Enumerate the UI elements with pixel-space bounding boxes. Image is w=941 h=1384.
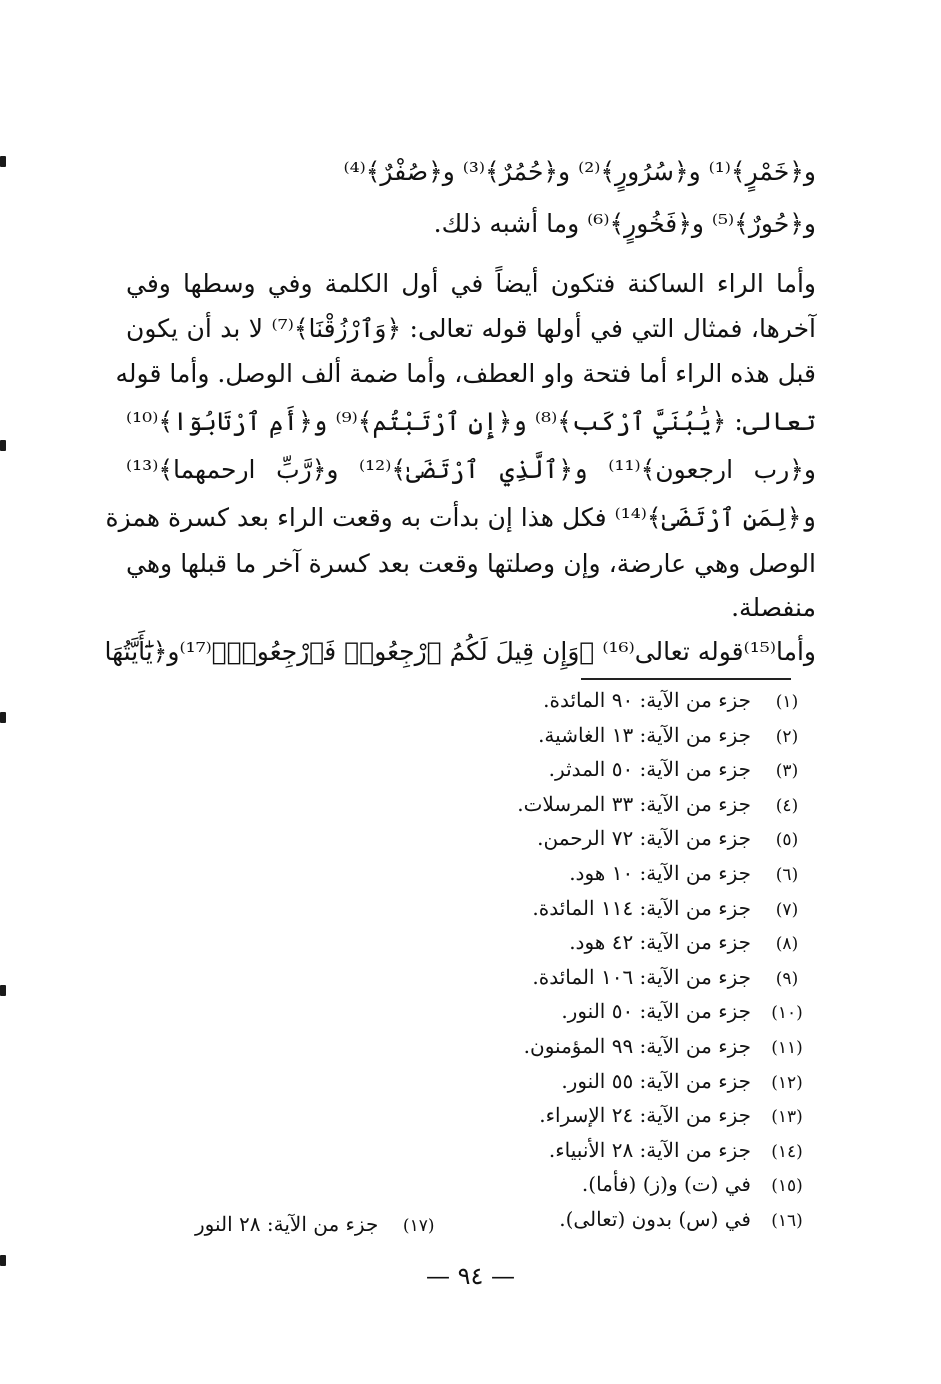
footnote-number: (٢) bbox=[775, 726, 799, 747]
footnote-number: (١٠) bbox=[771, 1003, 803, 1024]
footnote-number: (١٦) bbox=[771, 1210, 803, 1231]
footnote-item bbox=[111, 723, 811, 758]
footnote-item bbox=[111, 896, 811, 931]
footnote-number: (١٣) bbox=[771, 1107, 803, 1128]
side-footnote bbox=[195, 1212, 441, 1236]
footnote-text: في (ت) و(ز) (فأما). bbox=[581, 1172, 751, 1197]
footnote-text: جزء من الآية: ٢٤ الإسراء. bbox=[539, 1103, 751, 1128]
footnote-text: جزء من الآية: ١١٤ المائدة. bbox=[532, 895, 751, 920]
body-line: وأما⁽¹⁵⁾قوله تعالى⁽¹⁶⁾ ﴿وَإِن قِيلَ لَكُمُ ٱرْجِعُوا۟ فَٱرْجِعُوا۟﴾⁽¹⁷⁾و﴿يَٰٓأَيَّتُهَا bbox=[104, 637, 816, 666]
footnote-text: جزء من الآية: ٤٢ هود. bbox=[569, 930, 751, 955]
footnote-item bbox=[111, 930, 811, 965]
footnote-number: (١٥) bbox=[771, 1176, 803, 1197]
footnote-number: (٦) bbox=[775, 864, 799, 885]
body-line: منفصلة. bbox=[731, 593, 816, 622]
footnote-item bbox=[111, 792, 811, 827]
footnote-text: جزء من الآية: ٥٠ المدثر. bbox=[548, 757, 751, 782]
footnote-item bbox=[111, 1172, 811, 1207]
body-line: وأما الراء الساكنة فتكون أيضاً في أول الكلمة وفي وسطها وفي bbox=[126, 269, 816, 298]
footnote-text: جزء من الآية: ٧٢ الرحمن. bbox=[537, 826, 751, 851]
body-line: الوصل وهي عارضة، وإن وصلتها وقعت بعد كسرة آخر ما قبلها وهي bbox=[126, 549, 816, 578]
body-line: و﴿خَمْرٍ﴾⁽¹⁾ و﴿سُرُورٍ﴾⁽²⁾ و﴿حُمُرٌ﴾⁽³⁾ و﴿صُفْرٌ﴾⁽⁴⁾ bbox=[343, 157, 816, 186]
footnote-number: (٤) bbox=[775, 795, 799, 816]
footnote-item bbox=[111, 688, 811, 723]
footnote-text: جزء من الآية: ٢٨ النور bbox=[195, 1212, 379, 1236]
footnote-text: جزء من الآية: ٩٠ المائدة. bbox=[543, 688, 751, 712]
footnotes-list bbox=[111, 688, 811, 1242]
body-line: قبل هذه الراء أما فتحة واو العطف، وأما ضمة ألف الوصل. وأما قوله bbox=[115, 359, 816, 388]
footnote-number: (٨) bbox=[775, 934, 799, 955]
footnote-text: جزء من الآية: ٩٩ المؤمنون. bbox=[523, 1033, 751, 1058]
footnote-number: (١٢) bbox=[771, 1072, 803, 1093]
footnote-item bbox=[111, 999, 811, 1034]
footnote-item bbox=[111, 1103, 811, 1138]
footnote-item bbox=[111, 1069, 811, 1104]
footnote-number: (١١) bbox=[771, 1037, 803, 1058]
body-line: آخرها، فمثال التي في أولها قوله تعالى: ﴿وَٱرْزُقْنَا﴾⁽⁷⁾ لا بد أن يكون bbox=[126, 314, 817, 343]
footnote-text: في (س) بدون (تعالى). bbox=[559, 1206, 751, 1231]
footnote-number: (٩) bbox=[775, 968, 799, 989]
footnote-text: جزء من الآية: ١٠٦ المائدة. bbox=[532, 964, 751, 989]
footnote-number: (١) bbox=[775, 692, 799, 712]
body-line: تعالى: ﴿يَٰبُنَيَّ ٱرْكَب﴾⁽⁸⁾ و﴿إِنِ ٱرْتَبْتُم﴾⁽⁹⁾ و﴿أَمِ ٱرْتَابُوٓا﴾⁽¹⁰⁾ bbox=[126, 407, 816, 436]
footnote-item bbox=[111, 861, 811, 896]
footnote-text: جزء من الآية: ٥٥ النور. bbox=[561, 1068, 751, 1093]
footnote-number: (٧) bbox=[775, 899, 799, 920]
footnote-number: (١٧) bbox=[402, 1216, 435, 1236]
footnote-text: جزء من الآية: ١٣ الغاشية. bbox=[538, 722, 751, 747]
footnote-text: جزء من الآية: ٥٠ النور. bbox=[561, 999, 751, 1024]
body-line: و﴿لِمَنِ ٱرْتَضَىٰ﴾⁽¹⁴⁾ فكل هذا إن بدأت به وقعت الراء بعد كسرة همزة bbox=[105, 503, 816, 532]
footnote-number: (١٤) bbox=[771, 1141, 803, 1162]
footnote-text: جزء من الآية: ٢٨ الأنبياء. bbox=[548, 1137, 751, 1162]
page-number: — ٩٤ — bbox=[425, 1262, 516, 1290]
footnote-item bbox=[111, 1138, 811, 1173]
footnote-item bbox=[111, 826, 811, 861]
footnote-text: جزء من الآية: ٣٣ المرسلات. bbox=[517, 791, 751, 816]
body-line: و﴿حُورٌ﴾⁽⁵⁾ و﴿فَخُورٍ﴾⁽⁶⁾ وما أشبه ذلك. bbox=[433, 209, 816, 238]
footnote-number: (٥) bbox=[775, 830, 799, 851]
footnote-text: جزء من الآية: ١٠ هود. bbox=[569, 860, 751, 885]
body-line: و﴿رب ارجعون﴾⁽¹¹⁾ و﴿ٱلَّذِي ٱرْتَضَىٰ﴾⁽¹²⁾ و﴿رَّبِّ ارحمهما﴾⁽¹³⁾ bbox=[126, 455, 816, 484]
footnote-item bbox=[111, 965, 811, 1000]
footnote-item bbox=[111, 757, 811, 792]
footnote-number: (٣) bbox=[775, 761, 799, 782]
footnote-item bbox=[111, 1034, 811, 1069]
footnote-separator bbox=[581, 678, 791, 680]
